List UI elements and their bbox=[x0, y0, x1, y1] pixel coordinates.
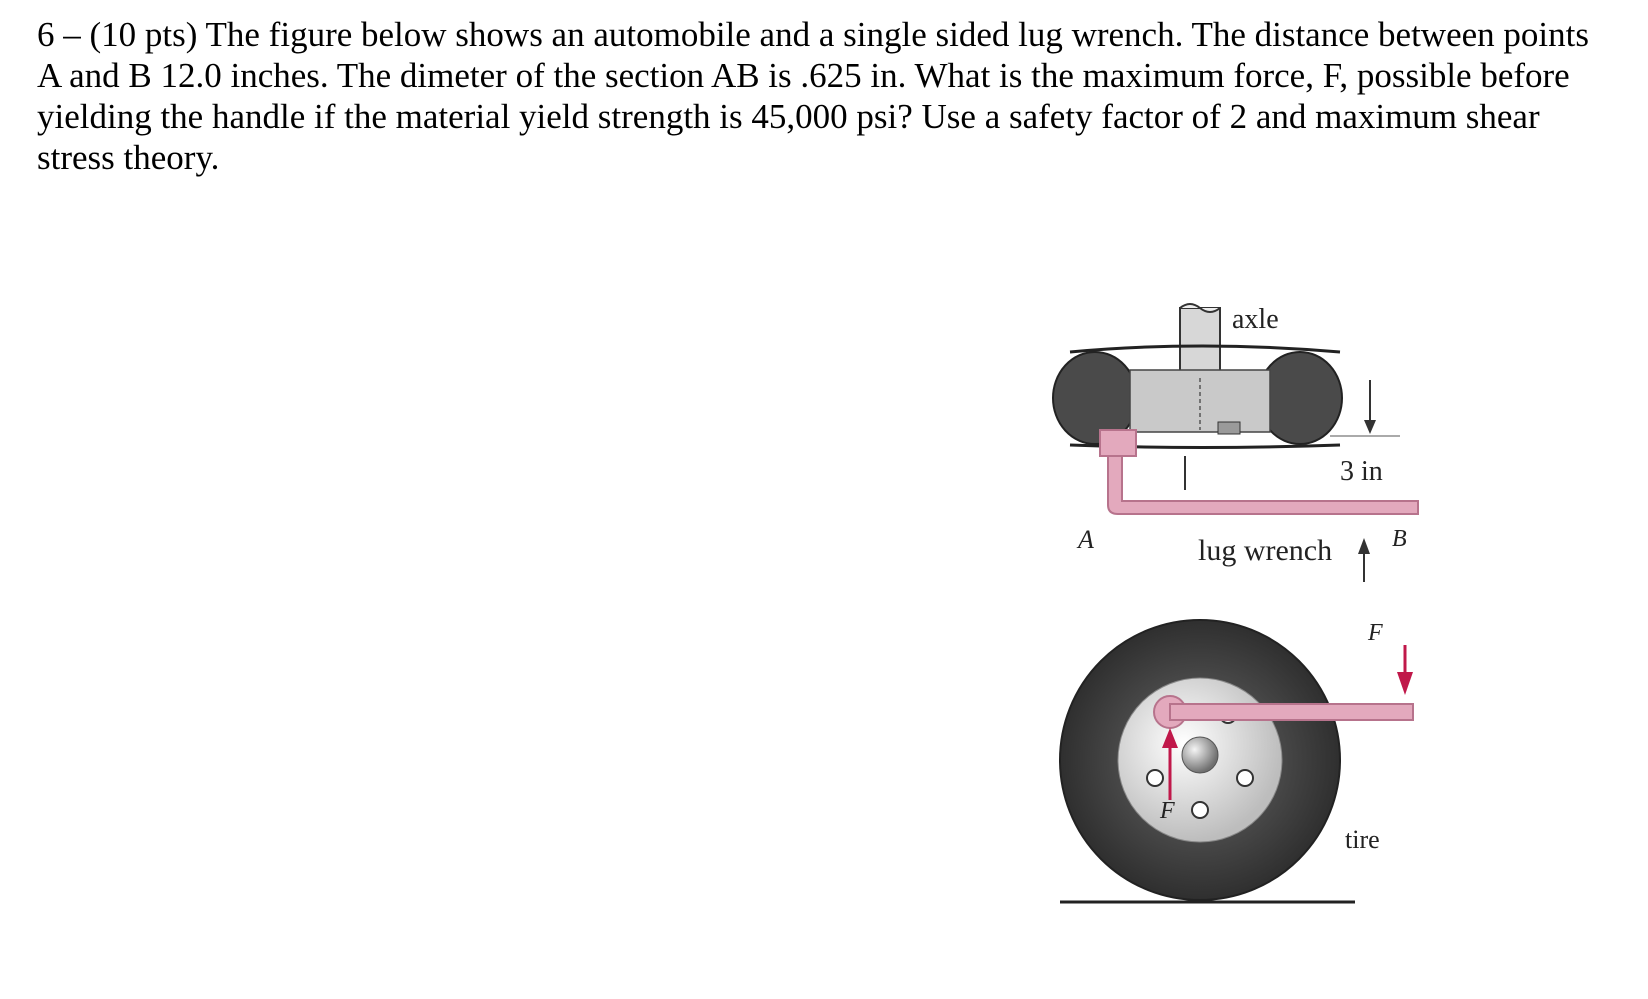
problem-statement bbox=[37, 14, 1637, 178]
label-lug-wrench: lug wrench bbox=[1198, 534, 1333, 567]
label-axle: axle bbox=[1232, 304, 1279, 335]
label-f-bottom: F bbox=[1160, 798, 1175, 824]
label-a: A bbox=[1078, 525, 1094, 554]
problem-line-3: yielding the handle if the material yield strength is 45,000 psi? Use a safety factor of 2 and maximum shear bbox=[37, 97, 1540, 136]
problem-line-1: 6 – (10 pts) The figure below shows an automobile and a single sided lug wrench. The distance between points bbox=[37, 15, 1589, 54]
label-b: B bbox=[1392, 526, 1407, 552]
label-tire: tire bbox=[1345, 825, 1380, 854]
label-3in: 3 in bbox=[1340, 456, 1383, 487]
problem-line-2: A and B 12.0 inches. The dimeter of the section AB is .625 in. What is the maximum force, F, possible before bbox=[37, 56, 1570, 95]
force-arrow-top bbox=[1397, 645, 1413, 695]
tire-side-view bbox=[1060, 620, 1340, 900]
figure-svg bbox=[1078, 300, 1520, 980]
problem-line-4: stress theory. bbox=[37, 138, 220, 177]
label-f-top: F bbox=[1368, 620, 1383, 646]
lug-wrench-figure bbox=[1078, 300, 1520, 980]
axle-shaft bbox=[1180, 304, 1220, 378]
